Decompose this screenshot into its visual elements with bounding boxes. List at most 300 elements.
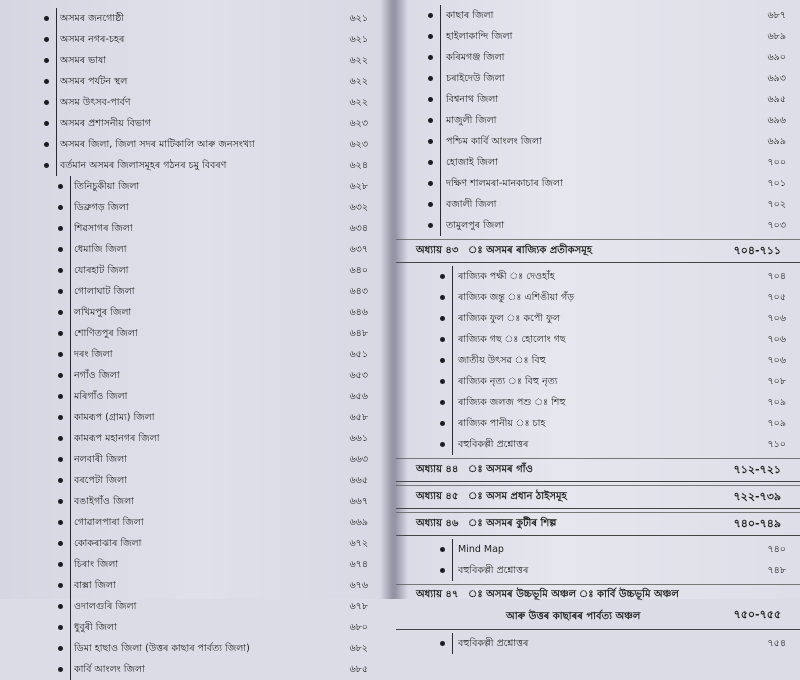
bullet-icon [440, 358, 445, 363]
entry-title: হাইলাকান্দি জিলা [446, 31, 513, 42]
entry-bar [452, 371, 453, 392]
entry-bar [452, 329, 453, 350]
entry-page: ৭১০ [767, 439, 786, 450]
entry-title: ৰাজ্যিক ফুল ঃ কপৌ ফুল [458, 313, 561, 324]
entry-title: অসমৰ প্ৰশাসনীয় বিভাগ [60, 118, 151, 129]
chapter-heading [396, 584, 800, 630]
entry-title: নগাঁও জিলা [74, 370, 120, 381]
entry-bar [440, 89, 441, 110]
bullet-icon [440, 641, 445, 646]
entry-title: কোকৰাঝাৰ জিলা [74, 538, 142, 549]
bullet-icon [58, 331, 63, 336]
entry-title: কাছাৰ জিলা [446, 10, 494, 21]
entry-page: ৬৩২ [349, 202, 368, 213]
entry-bar [440, 152, 441, 173]
bullet-icon [58, 373, 63, 378]
toc-entry [396, 539, 800, 560]
bullet-icon [428, 202, 433, 207]
toc-entry [0, 323, 392, 344]
bullet-icon [440, 337, 445, 342]
bullet-icon [58, 310, 63, 315]
toc-entry [396, 371, 800, 392]
entry-title: কৰিমগঞ্জ জিলা [446, 52, 505, 63]
toc-entry [396, 434, 800, 455]
toc-entry [0, 176, 392, 197]
entry-page: ৬৪৩ [349, 286, 368, 297]
entry-page: ৭৪০ [767, 544, 786, 555]
toc-entry [396, 215, 800, 236]
toc-entry [396, 26, 800, 47]
entry-bar [70, 533, 71, 554]
toc-entry [0, 155, 392, 176]
toc-entry [0, 491, 392, 512]
chapter-label: অধ্যায় ৪৫ [416, 491, 459, 502]
toc-entry [0, 344, 392, 365]
toc-entry [396, 89, 800, 110]
toc-entry [0, 8, 392, 29]
bullet-icon [58, 457, 63, 462]
entry-page: ৬৪৬ [349, 307, 368, 318]
chapter-pages: ৭১২-৭২১ [733, 463, 781, 476]
entry-bar [70, 491, 71, 512]
toc-entry [0, 71, 392, 92]
chapter-title: ঃ অসমৰ গাঁও [468, 464, 533, 475]
bullet-icon [428, 97, 433, 102]
entry-title: দৰং জিলা [74, 349, 113, 360]
entry-bar [440, 173, 441, 194]
entry-title: মাজুলী জিলা [446, 115, 497, 126]
bullet-icon [428, 34, 433, 39]
entry-page: ৬২২ [349, 76, 368, 87]
entry-bar [440, 110, 441, 131]
entry-bar [70, 512, 71, 533]
entry-bar [452, 308, 453, 329]
chapter-title: ঃ অসমৰ উচ্চভূমি অঞ্চল ঃ কাৰ্বি উচ্চভূমি অঞ্চল [468, 589, 679, 600]
entry-page: ৬৭৮ [349, 601, 368, 612]
bullet-icon [58, 604, 63, 609]
chapter-title-line2: আৰু উত্তৰ কাছাৰৰ পাৰ্বত্য অঞ্চল [506, 611, 641, 622]
entry-title: নলবাৰী জিলা [74, 454, 127, 465]
entry-bar [56, 134, 57, 155]
entry-title: ধেমাজি জিলা [74, 244, 127, 255]
chapter-heading [396, 239, 800, 263]
entry-bar [56, 155, 57, 176]
bullet-icon [58, 289, 63, 294]
entry-bar [56, 50, 57, 71]
entry-title: ৰাজ্যিক পানীয় ঃ চাহ [458, 418, 546, 429]
entry-bar [70, 176, 71, 197]
chapter-pages: ৭৫০-৭৫৫ [733, 608, 781, 621]
entry-title: অসম উৎসব-পাৰ্বণ [60, 97, 131, 108]
entry-page: ৬৭৬ [349, 580, 368, 591]
entry-bar [70, 218, 71, 239]
toc-entry [0, 29, 392, 50]
toc-entry [0, 428, 392, 449]
bullet-icon [58, 226, 63, 231]
entry-page: ৭৫৪ [767, 638, 786, 649]
toc-entry [0, 218, 392, 239]
entry-page: ৭০৫ [767, 292, 786, 303]
entry-title: শোণিতপুৰ জিলা [74, 328, 138, 339]
bullet-icon [428, 181, 433, 186]
bullet-icon [58, 205, 63, 210]
entry-page: ৬৫৬ [349, 391, 368, 402]
bullet-icon [44, 79, 49, 84]
toc-entry [396, 194, 800, 215]
entry-bar [70, 239, 71, 260]
entry-bar [56, 8, 57, 29]
chapter-title: ঃ অসমৰ কুটীৰ শিল্প [468, 518, 557, 529]
toc-entry [396, 308, 800, 329]
chapter-pages: ৭২২-৭৩৯ [733, 490, 781, 503]
bullet-icon [44, 100, 49, 105]
toc-entry [0, 617, 392, 638]
entry-title: ধুবুৰী জিলা [74, 622, 117, 633]
chapter-label: অধ্যায় ৪৩ [416, 245, 459, 256]
bullet-icon [44, 16, 49, 21]
chapter-heading [396, 458, 800, 482]
entry-title: বঙাইগাঁও জিলা [74, 496, 134, 507]
toc-entry [0, 575, 392, 596]
bullet-icon [44, 142, 49, 147]
entry-page: ৬২৪ [349, 160, 368, 171]
entry-page: ৬৭২ [349, 538, 368, 549]
entry-title: Mind Map [458, 544, 504, 555]
toc-entry [0, 50, 392, 71]
entry-bar [452, 633, 453, 654]
entry-bar [70, 449, 71, 470]
bullet-icon [440, 274, 445, 279]
entry-bar [440, 26, 441, 47]
toc-entry [396, 152, 800, 173]
entry-title: হোজাই জিলা [446, 157, 498, 168]
entry-title: কামৰূপ (গ্ৰাম্য) জিলা [74, 412, 155, 423]
entry-page: ৬৯৩ [767, 73, 786, 84]
entry-page: ৬৮৯ [767, 31, 786, 42]
entry-title: বহুবিকল্পী প্ৰশ্নোত্তৰ [458, 565, 529, 576]
entry-bar [452, 266, 453, 287]
entry-title: ডিমা হাছাও জিলা (উত্তৰ কাছাৰ পাৰ্বত্য জিলা) [74, 643, 250, 654]
entry-page: ৬৯০ [767, 52, 786, 63]
entry-bar [70, 638, 71, 659]
entry-title: ৰাজ্যিক জলজ পশু ঃ শিহু [458, 397, 566, 408]
entry-bar [440, 131, 441, 152]
bullet-icon [428, 13, 433, 18]
bullet-icon [440, 379, 445, 384]
entry-page: ৭০৯ [767, 418, 786, 429]
entry-bar [440, 215, 441, 236]
entry-bar [70, 365, 71, 386]
entry-title: কামৰূপ মহানগৰ জিলা [74, 433, 160, 444]
toc-entry [0, 92, 392, 113]
entry-title: চৰাইদেউ জিলা [446, 73, 505, 84]
entry-page: ৭০৬ [767, 355, 786, 366]
entry-title: ডিব্ৰুগড় জিলা [74, 202, 129, 213]
entry-page: ৬৪৮ [349, 328, 368, 339]
entry-page: ৬৮৭ [767, 10, 786, 21]
entry-bar [56, 92, 57, 113]
toc-entry [0, 281, 392, 302]
entry-page: ৬২২ [349, 55, 368, 66]
entry-page: ৬৫৩ [349, 370, 368, 381]
entry-title: শিৱসাগৰ জিলা [74, 223, 133, 234]
entry-page: ৭০৮ [767, 376, 786, 387]
entry-page: ৭৪৮ [767, 565, 786, 576]
entry-title: মৰিগাঁও জিলা [74, 391, 128, 402]
toc-entry [0, 365, 392, 386]
entry-bar [56, 113, 57, 134]
entry-title: ওদালগুৰি জিলা [74, 601, 137, 612]
entry-title: বজালী জিলা [446, 199, 497, 210]
toc-entry [396, 287, 800, 308]
bullet-icon [58, 436, 63, 441]
entry-bar [70, 197, 71, 218]
entry-page: ৬৩৪ [349, 223, 368, 234]
bullet-icon [428, 139, 433, 144]
toc-entry [396, 413, 800, 434]
entry-page: ৬৬১ [349, 433, 368, 444]
entry-bar [70, 260, 71, 281]
entry-bar [70, 407, 71, 428]
entry-bar [452, 287, 453, 308]
entry-bar [70, 386, 71, 407]
entry-bar [70, 323, 71, 344]
bullet-icon [440, 295, 445, 300]
entry-title: অসমৰ পৰ্যটন স্থল [60, 76, 128, 87]
entry-bar [56, 29, 57, 50]
entry-title: বিশ্বনাথ জিলা [446, 94, 499, 105]
toc-entry [0, 302, 392, 323]
entry-page: ৬২১ [349, 34, 368, 45]
entry-title: বহুবিকল্পী প্ৰশ্নোত্তৰ [458, 439, 529, 450]
entry-bar [70, 470, 71, 491]
entry-bar [452, 434, 453, 455]
entry-title: জাতীয় উৎসৱ ঃ বিহু [458, 355, 546, 366]
bullet-icon [58, 646, 63, 651]
chapter-label: অধ্যায় ৪৪ [416, 464, 459, 475]
toc-entry [396, 392, 800, 413]
entry-title: বহুবিকল্পী প্ৰশ্নোত্তৰ [458, 638, 529, 649]
chapter-heading [396, 485, 800, 509]
bullet-icon [44, 58, 49, 63]
bullet-icon [440, 442, 445, 447]
chapter-heading [396, 512, 800, 536]
entry-page: ৬২৩ [349, 139, 368, 150]
bullet-icon [44, 37, 49, 42]
toc-entry [0, 533, 392, 554]
bullet-icon [44, 121, 49, 126]
entry-page: ৬৫৮ [349, 412, 368, 423]
entry-page: ৭০১ [767, 178, 786, 189]
entry-title: অসমৰ জনগোষ্ঠী [60, 13, 125, 24]
entry-title: বৰপেটা জিলা [74, 475, 127, 486]
bullet-icon [58, 520, 63, 525]
entry-title: ৰাজ্যিক নৃত্য ঃ বিহু নৃত্য [458, 376, 558, 387]
entry-page: ৬৩৭ [349, 244, 368, 255]
bullet-icon [58, 415, 63, 420]
entry-page: ৭০৩ [767, 220, 786, 231]
entry-title: গোৱালপাৰা জিলা [74, 517, 144, 528]
bullet-icon [428, 160, 433, 165]
toc-entry [0, 512, 392, 533]
entry-page: ৭০৯ [767, 397, 786, 408]
entry-page: ৭০৬ [767, 334, 786, 345]
bullet-icon [428, 118, 433, 123]
entry-title: লখিমপুৰ জিলা [74, 307, 132, 318]
toc-entry [396, 329, 800, 350]
bullet-icon [58, 541, 63, 546]
entry-page: ৬৫১ [349, 349, 368, 360]
entry-page: ৭০৪ [767, 271, 786, 282]
entry-bar [70, 596, 71, 617]
entry-title: কাৰ্বি আংলং জিলা [74, 664, 145, 675]
entry-bar [440, 194, 441, 215]
toc-entry [0, 407, 392, 428]
entry-title: তিনিচুকীয়া জিলা [74, 181, 140, 192]
entry-page: ৬২২ [349, 97, 368, 108]
bullet-icon [58, 394, 63, 399]
toc-entry [0, 596, 392, 617]
entry-bar [440, 68, 441, 89]
entry-page: ৭০২ [767, 199, 786, 210]
bullet-icon [440, 400, 445, 405]
bullet-icon [440, 568, 445, 573]
toc-entry [0, 386, 392, 407]
entry-title: অসমৰ নগৰ-চহৰ [60, 34, 125, 45]
chapter-pages: ৭৪০-৭৪৯ [733, 517, 781, 530]
entry-page: ৬৭৪ [349, 559, 368, 570]
entry-bar [70, 281, 71, 302]
toc-entry [396, 633, 800, 654]
entry-bar [70, 617, 71, 638]
entry-page: ৬৯৫ [767, 94, 786, 105]
right-toc-list [396, 5, 800, 654]
entry-title: যোৰহাট জিলা [74, 265, 129, 276]
toc-entry [396, 173, 800, 194]
entry-title: বৰ্তমান অসমৰ জিলাসমূহৰ গঠনৰ চমু বিবৰণ [60, 160, 227, 171]
bullet-icon [58, 268, 63, 273]
entry-bar [452, 392, 453, 413]
chapter-title: ঃ অসমৰ ৰাজ্যিক প্ৰতীকসমূহ [468, 245, 593, 256]
entry-title: তামুলপুৰ জিলা [446, 220, 505, 231]
entry-page: ৭০০ [767, 157, 786, 168]
left-page [0, 0, 392, 675]
bullet-icon [58, 562, 63, 567]
entry-bar [452, 560, 453, 581]
entry-bar [440, 5, 441, 26]
entry-title: ৰাজ্যিক পক্ষী ঃ দেওহাঁহ [458, 271, 555, 282]
bullet-icon [58, 184, 63, 189]
bullet-icon [58, 478, 63, 483]
chapter-pages: ৭০৪-৭১১ [733, 244, 781, 257]
entry-page: ৬২৮ [349, 181, 368, 192]
bullet-icon [58, 625, 63, 630]
chapter-label: অধ্যায় ৪৬ [416, 518, 459, 529]
toc-entry [396, 68, 800, 89]
entry-title: ৰাজ্যিক জন্তু ঃ এশিঙীয়া গঁড় [458, 292, 575, 303]
toc-entry [0, 554, 392, 575]
toc-entry [396, 560, 800, 581]
entry-title: পশ্চিম কাৰ্বি আংলং জিলা [446, 136, 542, 147]
entry-bar [56, 71, 57, 92]
entry-title: চিৰাং জিলা [74, 559, 119, 570]
entry-title: অসমৰ ভাষা [60, 55, 106, 66]
bullet-icon [440, 547, 445, 552]
bullet-icon [440, 316, 445, 321]
entry-page: ৬২১ [349, 13, 368, 24]
entry-bar [440, 47, 441, 68]
bullet-icon [58, 499, 63, 504]
entry-page: ৬৪০ [349, 265, 368, 276]
entry-bar [70, 575, 71, 596]
toc-entry [396, 350, 800, 371]
toc-entry [396, 5, 800, 26]
entry-page: ৬৬৫ [349, 475, 368, 486]
entry-title: দক্ষিণ শালমৰা-মানকাচাৰ জিলা [446, 178, 563, 189]
entry-bar [452, 413, 453, 434]
toc-entry [0, 113, 392, 134]
bullet-icon [428, 76, 433, 81]
entry-title: বাক্সা জিলা [74, 580, 116, 591]
chapter-title: ঃ অসম প্ৰধান ঠাইসমূহ [468, 491, 567, 502]
left-toc-list [0, 8, 392, 680]
entry-bar [70, 428, 71, 449]
bullet-icon [58, 352, 63, 357]
bullet-icon [428, 223, 433, 228]
bullet-icon [58, 583, 63, 588]
toc-entry [0, 449, 392, 470]
entry-page: ৬৬৩ [349, 454, 368, 465]
entry-bar [452, 539, 453, 560]
toc-entry [396, 131, 800, 152]
entry-bar [70, 554, 71, 575]
bullet-icon [58, 667, 63, 672]
entry-bar [70, 344, 71, 365]
toc-entry [396, 266, 800, 287]
entry-bar [452, 350, 453, 371]
entry-page: ৬৬৯ [349, 517, 368, 528]
entry-page: ৬৬৭ [349, 496, 368, 507]
toc-entry [396, 47, 800, 68]
toc-entry [0, 197, 392, 218]
entry-page: ৬৯৯ [767, 136, 786, 147]
toc-entry [0, 470, 392, 491]
book-gutter [380, 0, 408, 599]
entry-title: অসমৰ জিলা, জিলা সদৰ মাটিকালি আৰু জনসংখ্যা [60, 139, 255, 150]
toc-entry [396, 110, 800, 131]
toc-entry [0, 638, 392, 659]
entry-page: ৬৮০ [349, 622, 368, 633]
chapter-label: অধ্যায় ৪৭ [416, 589, 459, 600]
right-page [396, 0, 800, 649]
entry-bar [70, 302, 71, 323]
entry-page: ৬৯৬ [767, 115, 786, 126]
entry-title: গোলাঘাট জিলা [74, 286, 135, 297]
entry-page: ৬৮২ [349, 643, 368, 654]
toc-entry [0, 239, 392, 260]
toc-entry [0, 134, 392, 155]
entry-page: ৬২৩ [349, 118, 368, 129]
toc-entry [0, 659, 392, 680]
bullet-icon [44, 163, 49, 168]
bullet-icon [440, 421, 445, 426]
entry-page: ৭০৬ [767, 313, 786, 324]
entry-bar [70, 659, 71, 680]
entry-title: ৰাজ্যিক গছ ঃ হোলোং গছ [458, 334, 566, 345]
entry-page: ৬৮৫ [349, 664, 368, 675]
bullet-icon [58, 247, 63, 252]
toc-entry [0, 260, 392, 281]
